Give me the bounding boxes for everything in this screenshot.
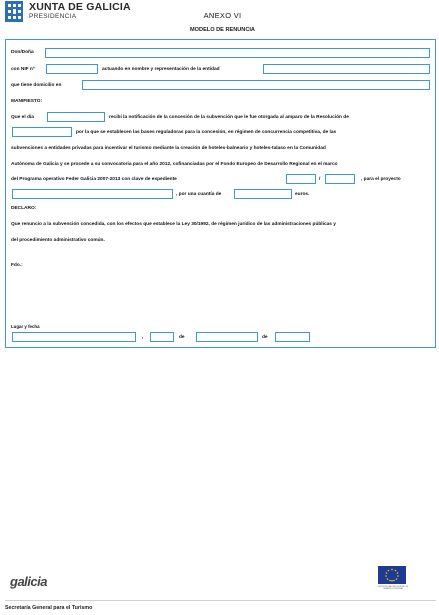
domicilio-label: que tiene domicilio en <box>11 83 62 88</box>
org-subtitle: PRESIDENCIA <box>29 13 77 20</box>
org-title: XUNTA DE GALICIA <box>29 1 131 13</box>
de-label-1: de <box>179 335 185 340</box>
fecha-day-field[interactable] <box>150 332 174 342</box>
recibi-text: recibí la notificación de la concesión de la subvención que le fue otorgada al amparo de la Resolución de <box>109 115 349 120</box>
form-title: MODELO DE RENUNCIA <box>190 27 255 33</box>
autonoma-text: Autónoma de Galicia y se procede a su convocatoria para el año 2012, cofinanciadas por el Fondo Europeo de Desarrollo Regional en el marco <box>11 162 338 167</box>
resolution-date-field[interactable] <box>12 127 72 137</box>
lugar-field[interactable] <box>12 332 136 342</box>
fdo-label: Fdo.: <box>11 263 23 268</box>
declaro-heading: DECLARO: <box>11 206 37 211</box>
fecha-month-field[interactable] <box>196 332 258 342</box>
domicilio-field[interactable] <box>82 80 430 90</box>
que-dia-label: Que el día <box>11 115 34 120</box>
representation-label: actuando en nombre y representación de la entidad <box>102 67 220 72</box>
don-dona-label: Don/Doña <box>11 50 34 55</box>
proyecto-label: , para el proyecto <box>361 177 401 182</box>
expediente-field-2[interactable] <box>325 174 355 184</box>
eu-caption: UNIÓN EUROPEA FONDO EUROPEO DE DESARROLLO REGIONAL <box>377 587 409 590</box>
programa-text: del Programa operativo Feder Galicia 2007-2013 con clave de expediente <box>11 177 177 182</box>
entity-field[interactable] <box>263 64 430 74</box>
cuantia-label: , por una cuantía de <box>176 192 222 197</box>
declaro-text-2: del procedimiento administrativo común. <box>11 238 105 243</box>
lugar-fecha-label: Lugar y fecha <box>11 324 40 329</box>
don-dona-field[interactable] <box>45 48 430 58</box>
subvenciones-text: subvenciones a entidades privadas para incentivar el turismo mediante la creación de hoteles-balneario y hoteles-talaso en la Comunidad <box>11 146 326 151</box>
euros-label: euros. <box>295 192 310 197</box>
form-frame <box>5 39 436 348</box>
galicia-logo: galicia <box>10 574 47 589</box>
fecha-year-field[interactable] <box>275 332 310 342</box>
comma-sep: , <box>142 335 144 340</box>
declaro-text-1: Que renuncio a la subvención concedida, con los efectos que establece la Ley 30/1992, de régimen jurídico de las administraciones públicas y <box>11 222 336 227</box>
manifiesto-heading: MANIFIESTO: <box>11 99 43 104</box>
secretaria-label: Secretaría General para el Turismo <box>5 605 93 611</box>
nif-label: con NIF nº <box>11 67 35 72</box>
day-field[interactable] <box>47 112 105 122</box>
eu-flag-icon <box>378 566 406 584</box>
footer-divider <box>5 600 436 601</box>
annex-title: ANEXO VI <box>203 11 242 20</box>
proyecto-field[interactable] <box>12 189 173 199</box>
de-label-2: de <box>262 335 268 340</box>
expediente-field-1[interactable] <box>286 174 316 184</box>
nif-field[interactable] <box>46 64 98 74</box>
bases-text: por la que se establecen las bases reguladoras para la concesión, en régimen de concurrencia competitiva, de las <box>76 130 337 135</box>
expediente-slash: / <box>319 177 321 182</box>
cuantia-field[interactable] <box>234 189 292 199</box>
